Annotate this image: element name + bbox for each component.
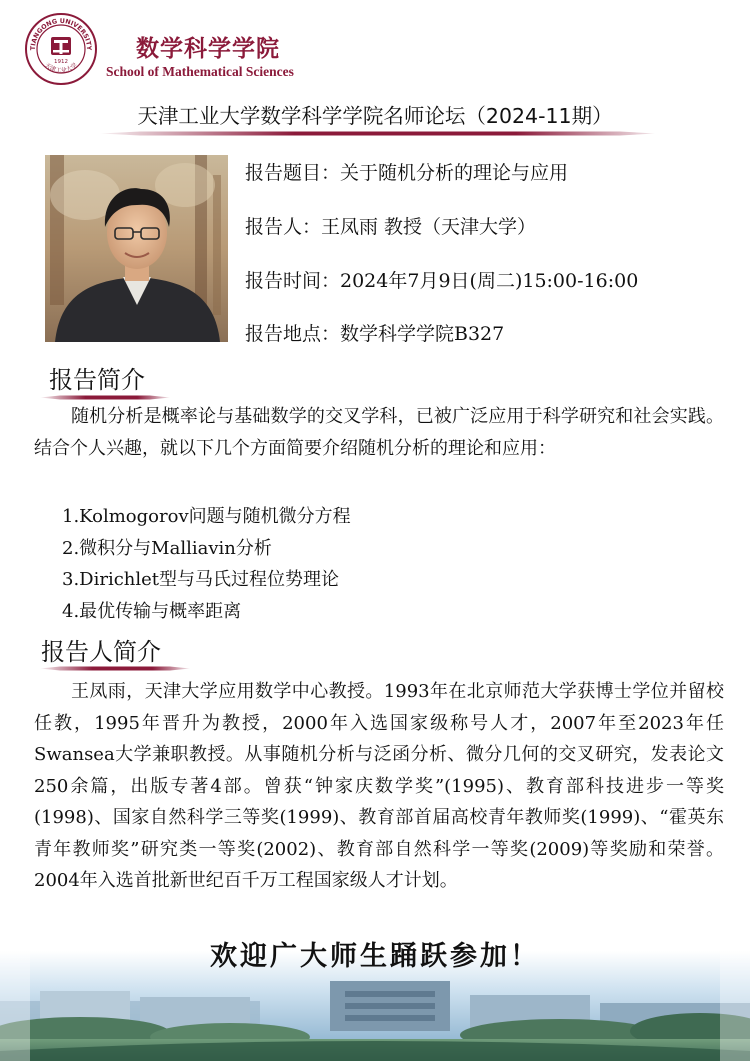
logo-year: 1912 xyxy=(54,59,68,65)
header xyxy=(0,0,750,92)
title-underline xyxy=(100,131,655,136)
report-intro-item-1: 1.Kolmogorov问题与随机微分方程 xyxy=(62,506,351,527)
report-intro-item-2: 2.微积分与Malliavin分析 xyxy=(62,538,272,559)
speaker-intro-underline xyxy=(40,666,190,671)
report-intro-item-4: 4.最优传输与概率距离 xyxy=(62,601,242,622)
speaker-intro-paragraph: 王凤雨，天津大学应用数学中心教授。1993年在北京师范大学获博士学位并留校任教，1995年晋升为教授，2000年入选国家级称号人才，2007年至2023年任Swansea大学兼职教授。从事随机分析与泛函分析、微分几何的交叉研究，发表论文250余篇，出版专著4部。曾获“钟家庆数学奖”(1995)、教育部科技进步一等奖(1998)、国家自然科学三等奖(1999)、教育部首届高校青年教师奖(1999)、“霍英东青年教师奖”研究类一等奖(2002)、教育部自然科学一等奖(2009)等奖励和荣誉。2004年入选首批新世纪百千万工程国家级人才计划。 xyxy=(34,681,724,891)
report-time: 报告时间：2024年7月9日(周二)15:00-16:00 xyxy=(245,270,639,292)
school-name-cn: 数学科学学院 xyxy=(136,36,280,62)
university-logo xyxy=(24,12,98,86)
report-intro-underline xyxy=(40,395,170,400)
report-intro-item-3: 3.Dirichlet型与马氏过程位势理论 xyxy=(62,569,340,590)
speaker-photo xyxy=(45,155,228,342)
report-intro-heading: 报告简介 xyxy=(49,366,145,394)
welcome-message: 欢迎广大师生踊跃参加！ xyxy=(210,941,540,972)
report-topic: 报告题目：关于随机分析的理论与应用 xyxy=(245,162,569,184)
speaker-intro-heading: 报告人简介 xyxy=(41,638,161,666)
logo-ring-text: TIANGONG UNIVERSITY xyxy=(28,16,94,51)
school-name-en: School of Mathematical Sciences xyxy=(106,64,294,79)
report-intro-paragraph: 随机分析是概率论与基础数学的交叉学科，已被广泛应用于科学研究和社会实践。结合个人兴趣，就以下几个方面简要介绍随机分析的理论和应用： xyxy=(34,406,724,459)
logo-motto: 天津工业大学 xyxy=(43,61,79,75)
report-place: 报告地点：数学科学学院B327 xyxy=(245,323,505,345)
report-speaker: 报告人：王凤雨 教授（天津大学） xyxy=(245,216,537,238)
forum-title: 天津工业大学数学科学学院名师论坛（2024-11期） xyxy=(137,104,613,128)
